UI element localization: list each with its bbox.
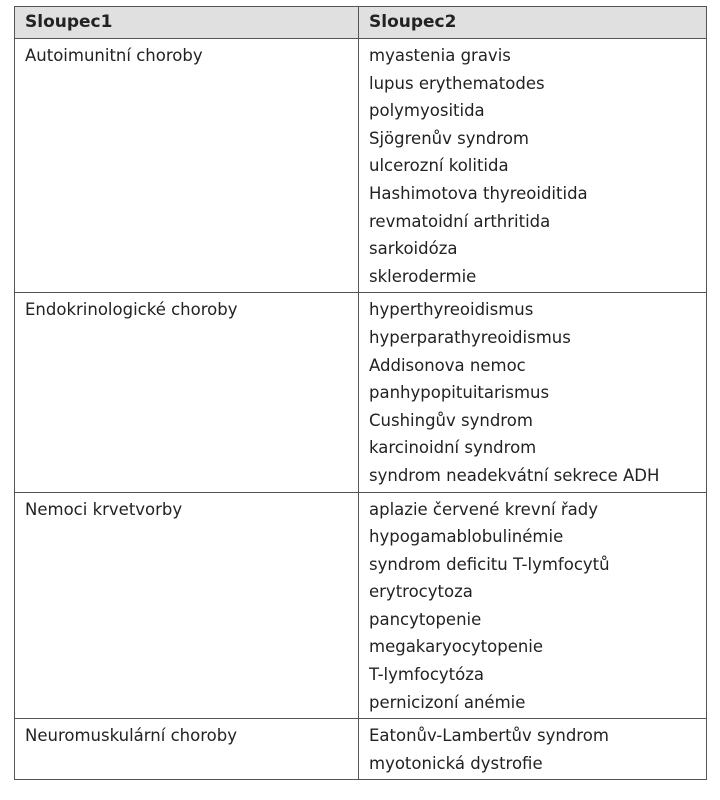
disease-item: Hashimotova thyreoiditida xyxy=(369,183,588,203)
disease-item: megakaryocytopenie xyxy=(369,637,544,657)
disease-item: myotonická dystrofie xyxy=(369,753,543,773)
column-header-2: Sloupec2 xyxy=(359,7,707,39)
category-cell xyxy=(15,492,359,719)
disease-item: hyperthyreoidismus xyxy=(369,300,534,320)
disease-table xyxy=(14,6,707,780)
disease-item: ulcerozní kolitida xyxy=(369,156,509,176)
disease-item: hypogamablobulinémie xyxy=(369,527,564,547)
table-row xyxy=(15,719,707,780)
category-label: Nemoci krvetvorby xyxy=(25,499,183,519)
disease-item: panhypopituitarismus xyxy=(369,383,550,403)
disease-list-cell xyxy=(359,39,707,293)
category-label: Neuromuskulární choroby xyxy=(25,726,237,746)
disease-item: Cushingův syndrom xyxy=(369,410,533,430)
disease-item: sarkoidóza xyxy=(369,239,458,259)
table-row xyxy=(15,39,707,293)
header-row xyxy=(15,7,707,39)
disease-item: aplazie červené krevní řady xyxy=(369,499,599,519)
disease-item: Addisonova nemoc xyxy=(369,355,526,375)
column-header-1: Sloupec1 xyxy=(15,7,359,39)
table-row xyxy=(15,492,707,719)
disease-item: syndrom deficitu T-lymfocytů xyxy=(369,554,610,574)
disease-item: sklerodermie xyxy=(369,266,477,286)
disease-item: myastenia gravis xyxy=(369,46,511,65)
disease-list-cell xyxy=(359,492,707,719)
disease-item: syndrom neadekvátní sekrece ADH xyxy=(369,465,660,485)
disease-item: erytrocytoza xyxy=(369,582,473,602)
disease-list-cell xyxy=(359,719,707,780)
disease-item: Eatonův-Lambertův syndrom xyxy=(369,726,609,746)
disease-item: revmatoidní arthritida xyxy=(369,211,551,231)
category-label: Endokrinologické choroby xyxy=(25,300,238,320)
category-cell xyxy=(15,39,359,293)
disease-item: lupus erythematodes xyxy=(369,73,545,93)
disease-item: Sjögrenův syndrom xyxy=(369,128,530,148)
table-body xyxy=(15,39,707,780)
disease-item: pancytopenie xyxy=(369,609,482,629)
category-label: Autoimunitní choroby xyxy=(25,46,203,65)
disease-list-cell xyxy=(359,293,707,492)
disease-item: hyperparathyreoidismus xyxy=(369,327,571,347)
disease-item: polymyositida xyxy=(369,101,485,121)
table-row xyxy=(15,293,707,492)
category-cell xyxy=(15,293,359,492)
disease-item: pernicizoní anémie xyxy=(369,692,526,712)
disease-table-container xyxy=(14,6,706,780)
disease-item: karcinoidní syndrom xyxy=(369,438,537,458)
category-cell xyxy=(15,719,359,780)
disease-item: T-lymfocytóza xyxy=(369,665,485,685)
